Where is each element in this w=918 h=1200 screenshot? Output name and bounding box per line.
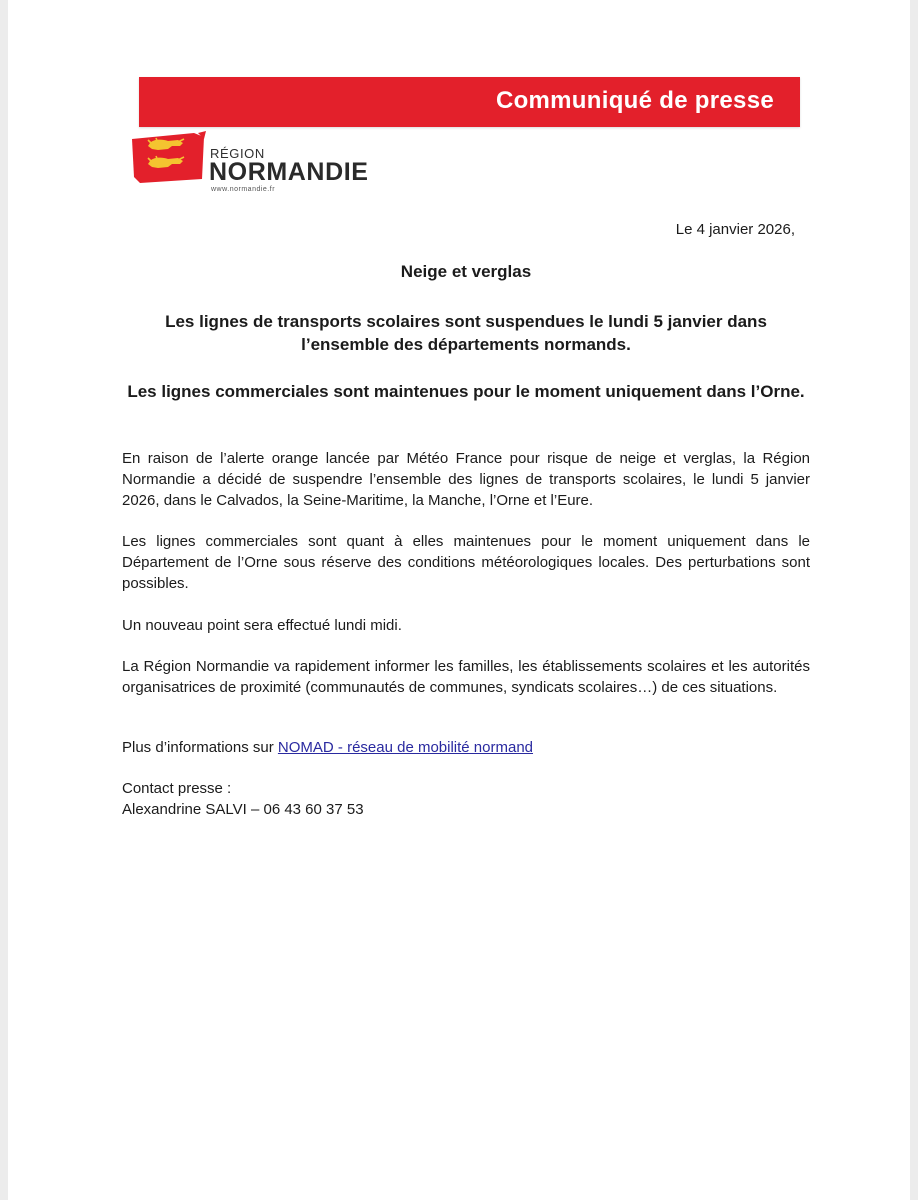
more-info-line — [122, 737, 810, 758]
logo-region-label: RÉGION — [210, 146, 265, 161]
logo-region-name: NORMANDIE — [209, 158, 369, 186]
normandie-lions-logo-icon — [128, 125, 208, 185]
paragraph-alert: En raison de l’alerte orange lancée par Météo France pour risque de neige et verglas, la Région Normandie a décidé de suspendre l’ensemble des lignes de transports scolaires, le lundi 5 janvier 2026, dans le Calvados, la Seine-Maritime, la Manche, l’Orne et l’Eure. — [122, 450, 810, 509]
banner-title: Communiqué de presse — [495, 87, 774, 114]
release-date: Le 4 janvier 2026, — [675, 221, 795, 238]
paragraph-commercial-lines: Les lignes commerciales sont quant à elles maintenues pour le moment uniquement dans le Département de l’Orne sous réserve des conditions météorologiques locales. Des perturbations sont possibles. — [122, 533, 810, 592]
document-page — [8, 0, 910, 1200]
nomad-link[interactable]: NOMAD - réseau de mobilité normand — [277, 739, 534, 756]
contact-value: Alexandrine SALVI – 06 43 60 37 53 — [122, 801, 364, 818]
release-title: Neige et verglas — [400, 262, 532, 281]
more-info-prefix: Plus d’informations sur — [122, 739, 278, 756]
headline-commercial-lines: Les lignes commerciales sont maintenues pour le moment uniquement dans l’Orne. — [127, 382, 805, 401]
logo-website: www.normandie.fr — [211, 186, 276, 193]
press-release-banner — [139, 77, 800, 127]
press-contact — [122, 778, 810, 820]
paragraph-next-update: Un nouveau point sera effectué lundi midi. — [122, 617, 402, 634]
paragraph-information: La Région Normandie va rapidement informer les familles, les établissements scolaires et les autorités organisatrices de proximité (communautés de communes, syndicats scolaires…) de ces situations. — [122, 658, 810, 696]
contact-label: Contact presse : — [122, 780, 232, 797]
headline-school-transport: Les lignes de transports scolaires sont suspendues le lundi 5 janvier dans l’ensemble des départements normands. — [165, 312, 767, 354]
